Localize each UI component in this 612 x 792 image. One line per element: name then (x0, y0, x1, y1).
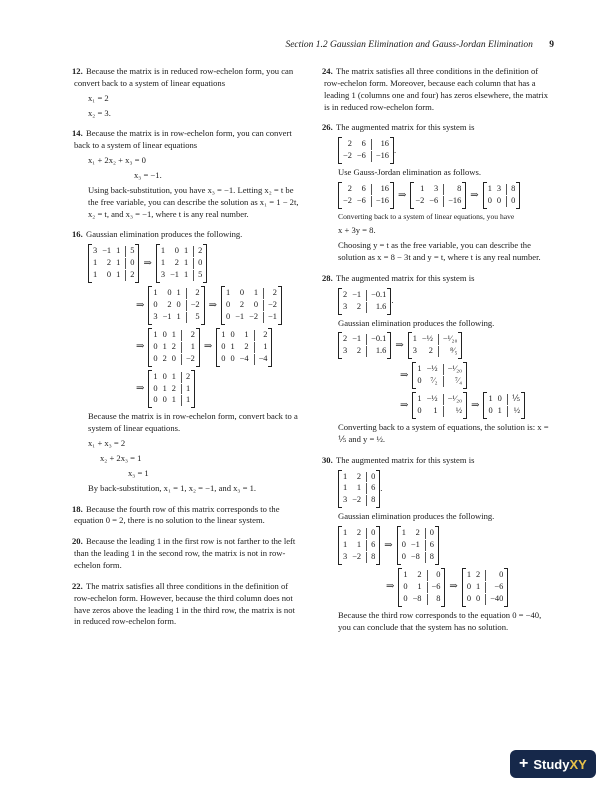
problem-22 (74, 581, 302, 628)
problem-number: 16. (72, 229, 83, 240)
matrix-entry: 0 (230, 329, 235, 339)
matrix-entry: 1 (116, 258, 121, 268)
matrix (338, 470, 380, 509)
matrix-entry: −½ (426, 364, 438, 374)
implies-arrow: ⇒ (203, 341, 213, 353)
matrix-entry: 0 (167, 288, 172, 298)
matrix-entry: 2 (167, 300, 172, 309)
matrix-entry: 1 (176, 288, 181, 298)
matrix (221, 286, 282, 325)
matrix (462, 568, 508, 607)
matrix-entry: 2 (347, 184, 352, 193)
matrix-entry: −¹⁄₂₀ (443, 364, 462, 375)
implies-arrow: ⇒ (136, 299, 145, 311)
matrix-entry: 0 (466, 581, 471, 591)
matrix-entry: 1 (162, 383, 167, 393)
problem-18 (74, 504, 302, 528)
implies-arrow: ⇒ (400, 369, 409, 381)
matrix-entry: 2 (244, 341, 249, 351)
problem-text: Gaussian elimination produces the following. (338, 511, 495, 522)
matrix-entry: 1 (487, 184, 492, 193)
matrix-entry: −40 (485, 594, 503, 605)
matrix-entry: 2 (106, 258, 112, 268)
matrix-row (74, 286, 302, 325)
matrix-entry: 8 (506, 184, 515, 195)
matrix-row: 2 6 16 −2 −6 −16 . (324, 137, 554, 164)
matrix-row (324, 362, 554, 389)
matrix-entry: 1 (153, 288, 158, 298)
matrix-entry: 16 (371, 184, 389, 195)
problem-text: Because the matrix is in row-echelon form, convert back to a system of linear equations. (88, 411, 298, 434)
matrix-entry: 0 (401, 552, 406, 562)
matrix-entry: 0 (226, 311, 231, 321)
implies-arrow: ⇒ (143, 257, 152, 269)
problem-text: By back-substitution, x₁ = 1, x₂ = −1, and x₃ = 1. (88, 482, 257, 493)
equation: x₃ = −1. (134, 170, 162, 181)
matrix-entry: −6 (485, 582, 503, 593)
matrix-entry: 1 (254, 342, 268, 353)
matrix-row (324, 182, 554, 209)
problem-text: Choosing y = t as the free variable, you can describe the solution as x = 8 − 3t and y = t, where t is any real number. (338, 240, 541, 263)
matrix (88, 244, 139, 283)
problem-number: 22. (72, 580, 83, 591)
matrix-entry: −2 (343, 151, 352, 161)
matrix-entry: −1 (263, 312, 277, 323)
matrix-entry: −16 (371, 151, 389, 162)
matrix-row (324, 526, 554, 565)
matrix-entry: −1 (102, 246, 112, 256)
matrix-entry: 2 (356, 471, 362, 481)
matrix-entry: 16 (371, 139, 389, 150)
matrix-entry: 6 (361, 184, 366, 193)
matrix-entry: 0 (162, 371, 167, 381)
matrix-entry: 8 (427, 594, 441, 605)
matrix (483, 182, 521, 209)
implies-arrow: ⇒ (395, 339, 404, 351)
matrix-entry: 1 (476, 581, 481, 591)
matrix-entry: 0 (176, 300, 181, 309)
matrix-entry: 1 (153, 329, 158, 339)
problem-text: Because the matrix is in row-echelon form, you can convert back to a system of linear equations (74, 128, 292, 151)
matrix-entry: 1 (176, 311, 181, 321)
matrix (148, 328, 199, 367)
matrix-entry: 3 (343, 552, 348, 562)
matrix-entry: 2 (174, 258, 179, 268)
problem-30 (324, 455, 554, 634)
matrix-entry: 1 (171, 395, 176, 405)
problem-number: 26. (322, 122, 333, 133)
problem-number: 24. (322, 66, 333, 76)
matrix-entry: −4 (239, 353, 249, 363)
matrix-entry: 1 (183, 246, 189, 256)
problem-text: Because the matrix is in reduced row-echelon form, you can convert back to a system of linear equations (74, 66, 294, 88)
matrix-entry: −2 (415, 195, 425, 205)
matrix-row (74, 370, 302, 409)
matrix-entry: 2 (171, 383, 176, 393)
matrix (412, 392, 467, 419)
matrix-entry: 1 (183, 258, 189, 268)
matrix-entry: −6 (427, 582, 441, 593)
matrix-entry: 1 (417, 364, 422, 374)
matrix-entry: ⁷⁄₂ (430, 376, 438, 386)
matrix-entry: 1 (153, 371, 158, 381)
matrix-entry: −½ (426, 394, 438, 404)
matrix-entry: −6 (356, 195, 366, 205)
matrix-entry: 3 (153, 311, 158, 321)
matrix (216, 328, 272, 367)
logo-accent: XY (569, 756, 587, 772)
matrix (410, 182, 466, 209)
matrix-entry: −8 (410, 552, 420, 562)
matrix-entry: 0 (221, 353, 226, 363)
matrix-entry: −8 (412, 593, 422, 603)
matrix-entry: 2 (263, 288, 277, 299)
matrix-entry: 1 (403, 569, 408, 579)
matrix-entry: −1 (235, 311, 245, 321)
problem-text: The matrix satisfies all three conditions in the definition of row-echelon form. However, because the third column does not have zeros above the leading 1 in the third row, the matrix is not in reduced row-echelon form. (74, 580, 295, 627)
matrix-entry: ⁷⁄₄ (443, 376, 462, 387)
matrix-entry: 0 (230, 353, 235, 363)
matrix-entry: −½ (421, 334, 433, 344)
matrix-entry: 0 (239, 288, 245, 298)
matrix-entry: 0 (488, 406, 493, 416)
matrix-entry: 1 (420, 184, 425, 193)
problem-24 (324, 66, 554, 113)
matrix-entry: 0 (403, 593, 408, 603)
left-column (74, 66, 302, 637)
matrix-entry: 3 (160, 270, 166, 280)
matrix-entry: 1 (433, 406, 438, 416)
matrix-entry: −16 (443, 196, 461, 207)
matrix-entry: 1 (343, 483, 348, 493)
matrix-entry: 0 (366, 472, 375, 483)
matrix (338, 182, 394, 209)
plus-icon: + (519, 755, 529, 772)
problem-26 (324, 122, 554, 263)
matrix (412, 362, 467, 389)
matrix-entry: 0 (425, 528, 434, 539)
matrix-entry: 1 (181, 395, 190, 406)
matrix-entry: 1 (343, 471, 348, 481)
matrix-entry: 1 (93, 258, 98, 268)
implies-arrow: ⇒ (136, 341, 145, 353)
matrix-entry: 1.6 (366, 346, 386, 357)
matrix-entry: 1 (343, 540, 348, 550)
matrix-entry: 6 (366, 540, 375, 551)
problem-number: 20. (72, 536, 83, 547)
matrix-entry: 2 (162, 353, 167, 363)
matrix-entry: −6 (356, 151, 366, 161)
matrix-entry: 6 (361, 139, 366, 149)
problem-text: Gaussian elimination produces the following. (86, 229, 243, 240)
matrix-entry: 0 (162, 395, 167, 405)
problem-text: The augmented matrix for this system is (336, 122, 475, 133)
matrix-entry: 0 (417, 376, 422, 386)
matrix-entry: ½ (443, 406, 462, 417)
matrix-entry: −1 (162, 311, 172, 321)
matrix-entry: 1 (162, 341, 167, 351)
matrix-row (324, 332, 554, 359)
matrix-entry: 0 (174, 246, 179, 256)
right-column (324, 66, 554, 642)
matrix-entry: 0 (162, 329, 167, 339)
matrix-entry: 1 (497, 406, 502, 416)
matrix-entry: 0 (366, 528, 375, 539)
matrix-entry: 1.6 (366, 302, 386, 313)
matrix-entry: 1 (181, 342, 195, 353)
matrix-entry: 1 (116, 246, 121, 256)
matrix-entry: 1 (253, 288, 259, 298)
matrix-entry: 0 (106, 270, 112, 280)
matrix-entry: 0 (487, 195, 492, 205)
problem-text: Because the fourth row of this matrix corresponds to the equation 0 = 2, there is no solution to the linear system. (74, 503, 280, 526)
problem-20 (74, 536, 302, 572)
matrix-entry: 1 (488, 394, 493, 404)
matrix-entry: 1 (160, 258, 166, 268)
matrix-entry: 8 (366, 552, 375, 563)
matrix-entry: 3 (496, 184, 502, 193)
matrix-entry: 3 (343, 301, 348, 311)
matrix-entry: −16 (371, 196, 389, 207)
logo-text: Study (533, 756, 570, 772)
matrix-entry: 1 (171, 371, 176, 381)
matrix-row: 1 2 0 1 1 6 3 −2 8 . (324, 470, 554, 509)
matrix-entry: 2 (476, 569, 481, 579)
matrix (338, 526, 380, 565)
matrix-entry: 0 (153, 353, 158, 363)
matrix-entry: −4 (254, 354, 268, 365)
matrix-entry: 1 (93, 270, 98, 280)
matrix-entry: 0 (403, 581, 408, 591)
problem-text: Use Gauss-Jordan elimination as follows. (338, 167, 481, 178)
matrix-entry: 6 (366, 483, 375, 494)
matrix-entry: 2 (356, 301, 362, 311)
matrix-entry: 2 (428, 346, 433, 356)
page-header (74, 40, 554, 50)
problem-number: 18. (72, 503, 83, 514)
matrix (483, 392, 525, 419)
matrix-entry: 2 (254, 330, 268, 341)
matrix-entry: 1 (226, 288, 231, 298)
matrix-entry: −2 (186, 300, 200, 311)
matrix-entry: 1 (466, 569, 471, 579)
matrix-entry: 2 (125, 270, 134, 281)
matrix-entry: −¹⁄₂₀ (438, 334, 457, 345)
matrix-entry: −0.1 (366, 334, 386, 345)
matrix-entry: 3 (434, 184, 439, 193)
matrix-entry: 0 (401, 540, 406, 550)
matrix-entry: 2 (356, 346, 362, 356)
implies-arrow: ⇒ (136, 383, 145, 395)
matrix-entry: 0 (226, 300, 231, 309)
matrix-entry: 0 (221, 341, 226, 351)
matrix (338, 137, 394, 164)
problem-number: 30. (322, 454, 333, 465)
matrix-entry: 2 (186, 288, 200, 299)
matrix-entry: −1 (352, 289, 362, 299)
matrix-row (74, 244, 302, 283)
matrix-entry: 8 (425, 552, 434, 563)
matrix-entry: 1 (181, 384, 190, 395)
matrix-entry: −6 (429, 195, 439, 205)
matrix-entry: 0 (153, 341, 158, 351)
problem-text: Using back-substitution, you have x₃ = −1. Letting x₂ = t be the free variable, you can describe the solution as x₁ = 1 − 2t, x₂ = t, and x₃ = −1, where t is any real number. (88, 184, 299, 219)
matrix-entry: 3 (93, 246, 98, 256)
matrix-entry: 5 (125, 246, 134, 257)
implies-arrow: ⇒ (384, 539, 393, 551)
section-title: Section 1.2 Gaussian Elimination and Gauss-Jordan Elimination (285, 40, 533, 50)
studyxy-logo (510, 750, 596, 778)
matrix (398, 568, 445, 607)
matrix-entry: −2 (352, 495, 362, 505)
equation: x₁ + x₃ = 2 (88, 438, 126, 449)
equation: x₂ = 3. (88, 107, 111, 118)
equation: x₁ = 2 (88, 92, 109, 103)
problem-text: The augmented matrix for this system is (336, 454, 475, 465)
implies-arrow: ⇒ (397, 189, 407, 201)
problem-14 (74, 128, 302, 220)
matrix-entry: −2 (249, 311, 259, 321)
matrix-entry: 8 (443, 184, 461, 195)
matrix-entry: 5 (193, 270, 202, 281)
matrix-entry: 1 (171, 329, 176, 339)
matrix-entry: 1 (356, 540, 362, 550)
matrix-entry: 1 (160, 246, 166, 256)
matrix (156, 244, 207, 283)
matrix-entry: 0 (193, 258, 202, 269)
matrix-entry: 0 (253, 300, 259, 309)
matrix-entry: 0 (427, 570, 441, 581)
matrix-entry: 3 (343, 346, 348, 356)
implies-arrow: ⇒ (208, 299, 217, 311)
matrix-entry: −1 (170, 270, 179, 280)
matrix-entry: 2 (343, 289, 348, 299)
matrix-entry: 3 (343, 495, 348, 505)
matrix (338, 288, 391, 315)
equation: x₃ = 1 (128, 467, 149, 478)
problem-28 (324, 273, 554, 446)
matrix-entry: 1 (221, 329, 226, 339)
matrix-entry: 0 (171, 353, 176, 363)
problem-text: Converting back to a system of linear equations, you have (338, 211, 515, 221)
matrix-entry: 8 (366, 495, 375, 506)
matrix-entry: 0 (153, 300, 158, 309)
matrix-entry: −0.1 (366, 290, 386, 301)
matrix-entry: −2 (343, 195, 352, 205)
implies-arrow: ⇒ (400, 399, 409, 411)
implies-arrow: ⇒ (470, 189, 479, 201)
matrix-entry: ⅕ (507, 394, 520, 405)
matrix-entry: 1 (401, 528, 406, 538)
matrix-entry: 1 (412, 334, 417, 344)
matrix-entry: ½ (507, 406, 520, 417)
matrix-entry: 2 (193, 246, 202, 257)
matrix-entry: 0 (466, 593, 471, 603)
problem-number: 14. (72, 128, 83, 139)
problem-12 (74, 66, 302, 119)
matrix-entry: 0 (485, 570, 503, 581)
matrix-row (324, 392, 554, 419)
problem-text: Because the third row corresponds to the equation 0 = −40, you can conclude that the system has no solution. (338, 609, 542, 632)
matrix (408, 332, 463, 359)
problem-text: The augmented matrix for this system is (336, 272, 475, 283)
problem-text: Converting back to a system of equations, the solution is: x = ⅕ and y = ½. (338, 421, 549, 444)
problem-number: 12. (72, 66, 83, 76)
implies-arrow: ⇒ (471, 399, 480, 411)
matrix-entry: 1 (417, 581, 422, 591)
matrix-row (324, 568, 554, 607)
page-number: 9 (549, 40, 554, 50)
matrix (148, 370, 195, 409)
matrix-entry: 1 (230, 341, 235, 351)
matrix-entry: −2 (181, 354, 195, 365)
matrix-entry: 2 (181, 330, 195, 341)
matrix-row (74, 328, 302, 367)
matrix-entry: 1 (116, 270, 121, 280)
equation: x₁ + 2x₂ + x₃ = 0 (88, 155, 146, 166)
matrix-entry: 6 (425, 540, 434, 551)
problem-text: The matrix satisfies all three conditions in the definition of row-echelon form. Moreover, because each column that has a leading 1 (columns one and four) has zeros elsewhere, the matrix is in reduced row-echelon form. (324, 66, 549, 112)
matrix-entry: −1 (352, 334, 362, 344)
matrix-entry: 2 (343, 334, 348, 344)
matrix-entry: −2 (352, 552, 362, 562)
matrix-entry: 0 (125, 258, 134, 269)
matrix-entry: 2 (171, 341, 176, 351)
matrix-entry: −¹⁄₂₀ (443, 394, 462, 405)
matrix-entry: 0 (506, 196, 515, 207)
matrix-entry: 1 (356, 483, 362, 493)
implies-arrow: ⇒ (449, 581, 458, 593)
matrix-entry: 2 (347, 139, 352, 149)
matrix (148, 286, 204, 325)
matrix-row: 2 −1 −0.1 3 2 1.6 . (324, 288, 554, 315)
matrix-entry: 2 (239, 300, 245, 309)
matrix-entry: −2 (263, 300, 277, 311)
matrix-entry: 1 (244, 329, 249, 339)
problem-16 (74, 229, 302, 494)
matrix-entry: 0 (476, 593, 481, 603)
matrix-entry: 3 (412, 346, 417, 356)
matrix (397, 526, 439, 565)
matrix-entry: 2 (415, 528, 420, 538)
problem-text: Because the leading 1 in the first row is not farther to the left than the leading 1 in the second row, the matrix is not in row-echelon form. (74, 536, 296, 570)
matrix-entry: 0 (497, 394, 502, 404)
matrix-entry: 2 (181, 372, 190, 383)
matrix-entry: 2 (417, 569, 422, 579)
matrix-entry: 0 (153, 395, 158, 405)
matrix-entry: −1 (410, 540, 420, 550)
equation: x + 3y = 8. (338, 225, 376, 236)
matrix-entry: 0 (496, 195, 502, 205)
matrix-entry: 0 (153, 383, 158, 393)
problem-number: 28. (322, 272, 333, 283)
matrix-entry: 1 (183, 270, 189, 280)
matrix-entry: 0 (417, 406, 422, 416)
matrix (338, 332, 391, 359)
problem-text: Gaussian elimination produces the following. (338, 317, 495, 328)
matrix-entry: 1 (417, 394, 422, 404)
matrix-entry: 1 (343, 528, 348, 538)
matrix-entry: ⁸⁄₅ (438, 346, 457, 357)
implies-arrow: ⇒ (386, 581, 395, 593)
matrix-entry: 5 (186, 312, 200, 323)
equation: x₂ + 2x₃ = 1 (100, 452, 142, 463)
matrix-entry: 2 (356, 528, 362, 538)
